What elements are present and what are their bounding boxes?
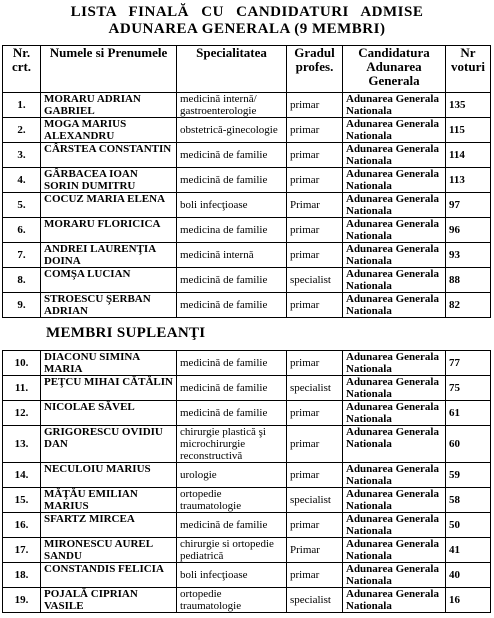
candidacy: Adunarea Generala Nationala <box>343 218 446 243</box>
specialty: medicină de familie <box>177 143 287 168</box>
specialty: medicina de familie <box>177 218 287 243</box>
professional-grade: Primar <box>287 538 343 563</box>
document-title-line1: LISTA FINALĂ CU CANDIDATURI ADMISE <box>70 4 424 20</box>
table-row <box>3 538 491 563</box>
row-number: 18. <box>3 563 41 588</box>
candidate-name: NECULOIU MARIUS <box>41 463 177 488</box>
candidacy: Adunarea Generala Nationala <box>343 588 446 613</box>
professional-grade: primar <box>287 563 343 588</box>
professional-grade: primar <box>287 143 343 168</box>
row-number: 15. <box>3 488 41 513</box>
professional-grade: primar <box>287 218 343 243</box>
vote-count: 97 <box>446 193 491 218</box>
row-number: 19. <box>3 588 41 613</box>
vote-count: 113 <box>446 168 491 193</box>
vote-count: 135 <box>446 93 491 118</box>
candidate-name: MĂŢĂU EMILIAN MARIUS <box>41 488 177 513</box>
row-number: 13. <box>3 426 41 463</box>
specialty: boli infecţioase <box>177 193 287 218</box>
professional-grade: primar <box>287 293 343 318</box>
candidate-name: MORARU FLORICICA <box>41 218 177 243</box>
professional-grade: specialist <box>287 376 343 401</box>
specialty: medicină de familie <box>177 293 287 318</box>
table-row <box>3 588 491 613</box>
row-number: 8. <box>3 268 41 293</box>
candidate-name: POJALĂ CIPRIAN VASILE <box>41 588 177 613</box>
candidacy: Adunarea Generala Nationala <box>343 538 446 563</box>
vote-count: 82 <box>446 293 491 318</box>
header-nr: Nr. crt. <box>3 46 41 93</box>
table-row <box>3 563 491 588</box>
vote-count: 96 <box>446 218 491 243</box>
professional-grade: primar <box>287 401 343 426</box>
specialty: boli infecţioase <box>177 563 287 588</box>
vote-count: 41 <box>446 538 491 563</box>
document-title-line2: ADUNAREA GENERALA (9 MEMBRI) <box>108 21 386 37</box>
table-row <box>3 376 491 401</box>
row-number: 10. <box>3 351 41 376</box>
row-number: 2. <box>3 118 41 143</box>
substitutes-subtitle: MEMBRI SUPLEANŢI <box>46 325 206 341</box>
vote-count: 16 <box>446 588 491 613</box>
vote-count: 61 <box>446 401 491 426</box>
professional-grade: primar <box>287 351 343 376</box>
candidate-name: CÂRSTEA CONSTANTIN <box>41 143 177 168</box>
vote-count: 50 <box>446 513 491 538</box>
specialty: obstetrică-ginecologie <box>177 118 287 143</box>
row-number: 6. <box>3 218 41 243</box>
candidacy: Adunarea Generala Nationala <box>343 351 446 376</box>
vote-count: 115 <box>446 118 491 143</box>
professional-grade: primar <box>287 243 343 268</box>
row-number: 4. <box>3 168 41 193</box>
professional-grade: specialist <box>287 268 343 293</box>
specialty: medicină de familie <box>177 268 287 293</box>
vote-count: 59 <box>446 463 491 488</box>
candidacy: Adunarea Generala Nationala <box>343 426 446 463</box>
header-spec: Specialitatea <box>177 46 287 93</box>
vote-count: 75 <box>446 376 491 401</box>
candidacy: Adunarea Generala Nationala <box>343 193 446 218</box>
row-number: 17. <box>3 538 41 563</box>
candidate-name: STROESCU ŞERBAN ADRIAN <box>41 293 177 318</box>
header-cand: Candidatura Adunarea Generala <box>343 46 446 93</box>
table-row <box>3 426 491 463</box>
specialty: ortopedie traumatologie <box>177 588 287 613</box>
professional-grade: primar <box>287 168 343 193</box>
table-row <box>3 93 491 118</box>
specialty: chirurgie plastică şi microchirurgie reconstructivă <box>177 426 287 463</box>
vote-count: 114 <box>446 143 491 168</box>
table-row <box>3 243 491 268</box>
professional-grade: specialist <box>287 588 343 613</box>
candidate-name: MORARU ADRIAN GABRIEL <box>41 93 177 118</box>
members-table <box>2 45 491 318</box>
table-row <box>3 143 491 168</box>
table-row <box>3 463 491 488</box>
candidate-name: DIACONU SIMINA MARIA <box>41 351 177 376</box>
row-number: 1. <box>3 93 41 118</box>
vote-count: 58 <box>446 488 491 513</box>
header-votes: Nr voturi <box>446 46 491 93</box>
specialty: medicină internă <box>177 243 287 268</box>
row-number: 9. <box>3 293 41 318</box>
candidate-name: GRIGORESCU OVIDIU DAN <box>41 426 177 463</box>
row-number: 3. <box>3 143 41 168</box>
row-number: 14. <box>3 463 41 488</box>
row-number: 7. <box>3 243 41 268</box>
table-row <box>3 268 491 293</box>
vote-count: 40 <box>446 563 491 588</box>
header-name: Numele si Prenumele <box>41 46 177 93</box>
specialty: chirurgie si ortopedie pediatrică <box>177 538 287 563</box>
candidate-name: SFARTZ MIRCEA <box>41 513 177 538</box>
candidacy: Adunarea Generala Nationala <box>343 168 446 193</box>
candidate-name: PEŢCU MIHAI CĂTĂLIN <box>41 376 177 401</box>
specialty: medicină de familie <box>177 351 287 376</box>
vote-count: 88 <box>446 268 491 293</box>
candidacy: Adunarea Generala Nationala <box>343 268 446 293</box>
row-number: 11. <box>3 376 41 401</box>
row-number: 12. <box>3 401 41 426</box>
header-grad: Gradul profes. <box>287 46 343 93</box>
professional-grade: primar <box>287 118 343 143</box>
specialty: medicină internă/ gastroenterologie <box>177 93 287 118</box>
vote-count: 77 <box>446 351 491 376</box>
table-row <box>3 513 491 538</box>
table-header-row <box>3 46 491 93</box>
vote-count: 60 <box>446 426 491 463</box>
candidacy: Adunarea Generala Nationala <box>343 376 446 401</box>
table-row <box>3 351 491 376</box>
row-number: 16. <box>3 513 41 538</box>
candidate-name: MIRONESCU AUREL SANDU <box>41 538 177 563</box>
table-row <box>3 118 491 143</box>
candidacy: Adunarea Generala Nationala <box>343 401 446 426</box>
professional-grade: primar <box>287 93 343 118</box>
professional-grade: Primar <box>287 193 343 218</box>
candidacy: Adunarea Generala Nationala <box>343 463 446 488</box>
specialty: urologie <box>177 463 287 488</box>
table-row <box>3 401 491 426</box>
table-row <box>3 193 491 218</box>
table-row <box>3 168 491 193</box>
candidacy: Adunarea Generala Nationala <box>343 293 446 318</box>
candidate-name: CONSTANDIS FELICIA <box>41 563 177 588</box>
professional-grade: primar <box>287 463 343 488</box>
candidacy: Adunarea Generala Nationala <box>343 118 446 143</box>
specialty: ortopedie traumatologie <box>177 488 287 513</box>
candidacy: Adunarea Generala Nationala <box>343 143 446 168</box>
specialty: medicină de familie <box>177 401 287 426</box>
candidacy: Adunarea Generala Nationala <box>343 488 446 513</box>
specialty: medicină de familie <box>177 168 287 193</box>
candidate-name: COCUZ MARIA ELENA <box>41 193 177 218</box>
vote-count: 93 <box>446 243 491 268</box>
table-row <box>3 488 491 513</box>
specialty: medicină de familie <box>177 513 287 538</box>
row-number: 5. <box>3 193 41 218</box>
candidacy: Adunarea Generala Nationala <box>343 513 446 538</box>
candidate-name: COMŞA LUCIAN <box>41 268 177 293</box>
candidate-name: GÂRBACEA IOAN SORIN DUMITRU <box>41 168 177 193</box>
professional-grade: primar <box>287 513 343 538</box>
candidacy: Adunarea Generala Nationala <box>343 93 446 118</box>
candidacy: Adunarea Generala Nationala <box>343 243 446 268</box>
candidate-name: ANDREI LAURENŢIA DOINA <box>41 243 177 268</box>
professional-grade: specialist <box>287 488 343 513</box>
candidate-name: NICOLAE SĂVEL <box>41 401 177 426</box>
candidacy: Adunarea Generala Nationala <box>343 563 446 588</box>
table-row <box>3 218 491 243</box>
table-row <box>3 293 491 318</box>
substitutes-table <box>2 350 491 613</box>
candidate-name: MOGA MARIUS ALEXANDRU <box>41 118 177 143</box>
professional-grade: primar <box>287 426 343 463</box>
specialty: medicină de familie <box>177 376 287 401</box>
